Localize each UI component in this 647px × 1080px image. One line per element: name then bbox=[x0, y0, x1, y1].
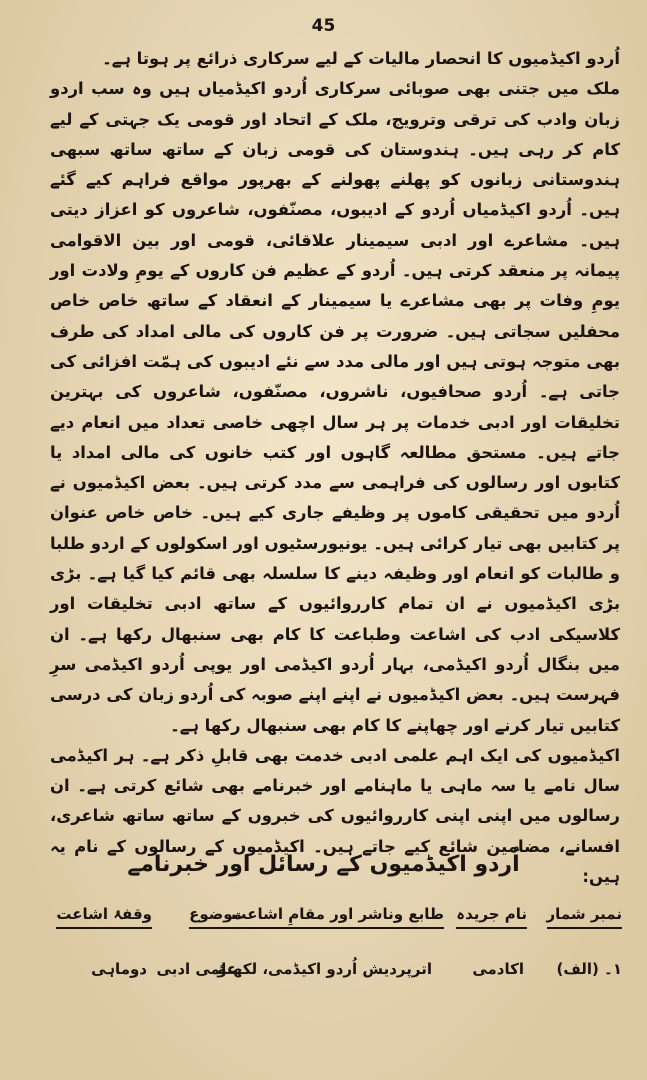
cell-frequency: دوماہی bbox=[91, 960, 147, 978]
paragraph-1: اُردو اکیڈمیوں کا انحصار مالیات کے لیے سرکاری ذرائع پر ہوتا ہے۔ bbox=[102, 49, 620, 68]
header-journal-name: نام جریدہ bbox=[456, 905, 527, 929]
table-title: اُردو اکیڈمیوں کے رسائل اور خبرنامے bbox=[127, 852, 520, 877]
header-serial: نمبر شمار bbox=[547, 905, 622, 929]
table-row bbox=[70, 960, 622, 990]
cell-subject: علمی ادبی bbox=[156, 960, 237, 978]
paragraph-2: ملک میں جتنی بھی صوبائی سرکاری اُردو اکیڈمیاں ہیں وہ سب اردو زبان وادب کی ترقی وترویج، ملک کے اتحاد اور قومی یک جہتی کے لیے کام کر رہی ہیں۔ ہندوستان کی قومی زبان کے ساتھ ساتھ سبھی ہندوستانی زبانوں کو پھلنے پھولنے کے بھرپور مواقع فراہم کیے گئے ہیں۔ اُردو اکیڈمیاں اُردو کے ادیبوں، مصنّفوں، شاعروں کو اعزاز دیتی ہیں۔ مشاعرے اور ادبی سیمینار علاقائی، قومی اور بین الاقوامی پیمانہ پر منعقد کرتی ہیں۔ اُردو کے عظیم فن کاروں کے یومِ ولادت اور یومِ وفات پر بھی مشاعرے یا سیمینار کے انعقاد کے ساتھ خاص خاص محفلیں سجاتی ہیں۔ ضرورت پر فن کاروں کی مالی امداد کی طرف بھی متوجہ ہوتی ہیں اور مالی مدد سے نئے ادیبوں کی ہمّت افزائی کی جاتی ہے۔ اُردو صحافیوں، ناشروں، مصنّفوں، شاعروں کی بہترین تخلیقات اور ادبی خدمات پر ہر سال اچھی خاصی تعداد میں انعام دیے جاتے ہیں۔ مستحق مطالعہ گاہوں اور کتب خانوں کی مالی امداد یا کتابوں اور رسالوں کی فراہمی سے مدد کرتی ہیں۔ بعض اکیڈمیوں نے اُردو میں تحقیقی کاموں پر وظیفے جاری کیے ہیں۔ خاص خاص عنوان پر کتابیں بھی تیار کرائی ہیں۔ یونیورسٹیوں اور اسکولوں کے اردو طلبا و طالبات کو انعام اور وظیفہ دینے کا سلسلہ بھی قائم کیا گیا ہے۔ بڑی بڑی اکیڈمیوں نے ان تمام کارروائیوں کے ساتھ ادبی تخلیقات اور کلاسیکی ادب کی اشاعت وطباعت کا کام بھی سنبھال رکھا ہے۔ ان میں بنگال اُردو اکیڈمی، بہار اُردو اکیڈمی اور یوپی اُردو اکیڈمی سرِ فہرست ہیں۔ بعض اکیڈمیوں نے اپنے اپنے صوبہ کی اُردو زبان کی درسی کتابیں تیار کرنے اور چھاپنے کا کام بھی سنبھال رکھا ہے۔ bbox=[50, 79, 620, 735]
header-publisher-place: طابع وناشر اور مقامِ اشاعت bbox=[231, 905, 444, 929]
cell-publisher-place: اترپردیش اُردو اکیڈمی، لکھنؤ bbox=[217, 960, 432, 978]
header-subject: موضوع bbox=[189, 905, 242, 929]
table-header-row bbox=[56, 905, 622, 943]
header-frequency: وقفۂ اشاعت bbox=[56, 905, 152, 929]
paragraph-3: اکیڈمیوں کی ایک اہم علمی ادبی خدمت بھی قابلِ ذکر ہے۔ ہر اکیڈمی سال نامے یا سہ ماہی یا ماہنامے اور خبرنامے بھی شائع کرتی ہے۔ ان رسالوں میں اپنی اپنی کارروائیوں کی خبروں کے ساتھ ساتھ شاعری، افسانے، مضامین شائع کیے جاتے ہیں۔ اکیڈمیوں کے رسالوں کے نام یہ ہیں: bbox=[50, 745, 620, 887]
page-number: 45 bbox=[311, 16, 336, 36]
cell-serial: ۱۔ (الف) bbox=[556, 960, 622, 978]
body-text bbox=[50, 44, 620, 892]
cell-journal-name: اکادمی bbox=[472, 960, 524, 978]
